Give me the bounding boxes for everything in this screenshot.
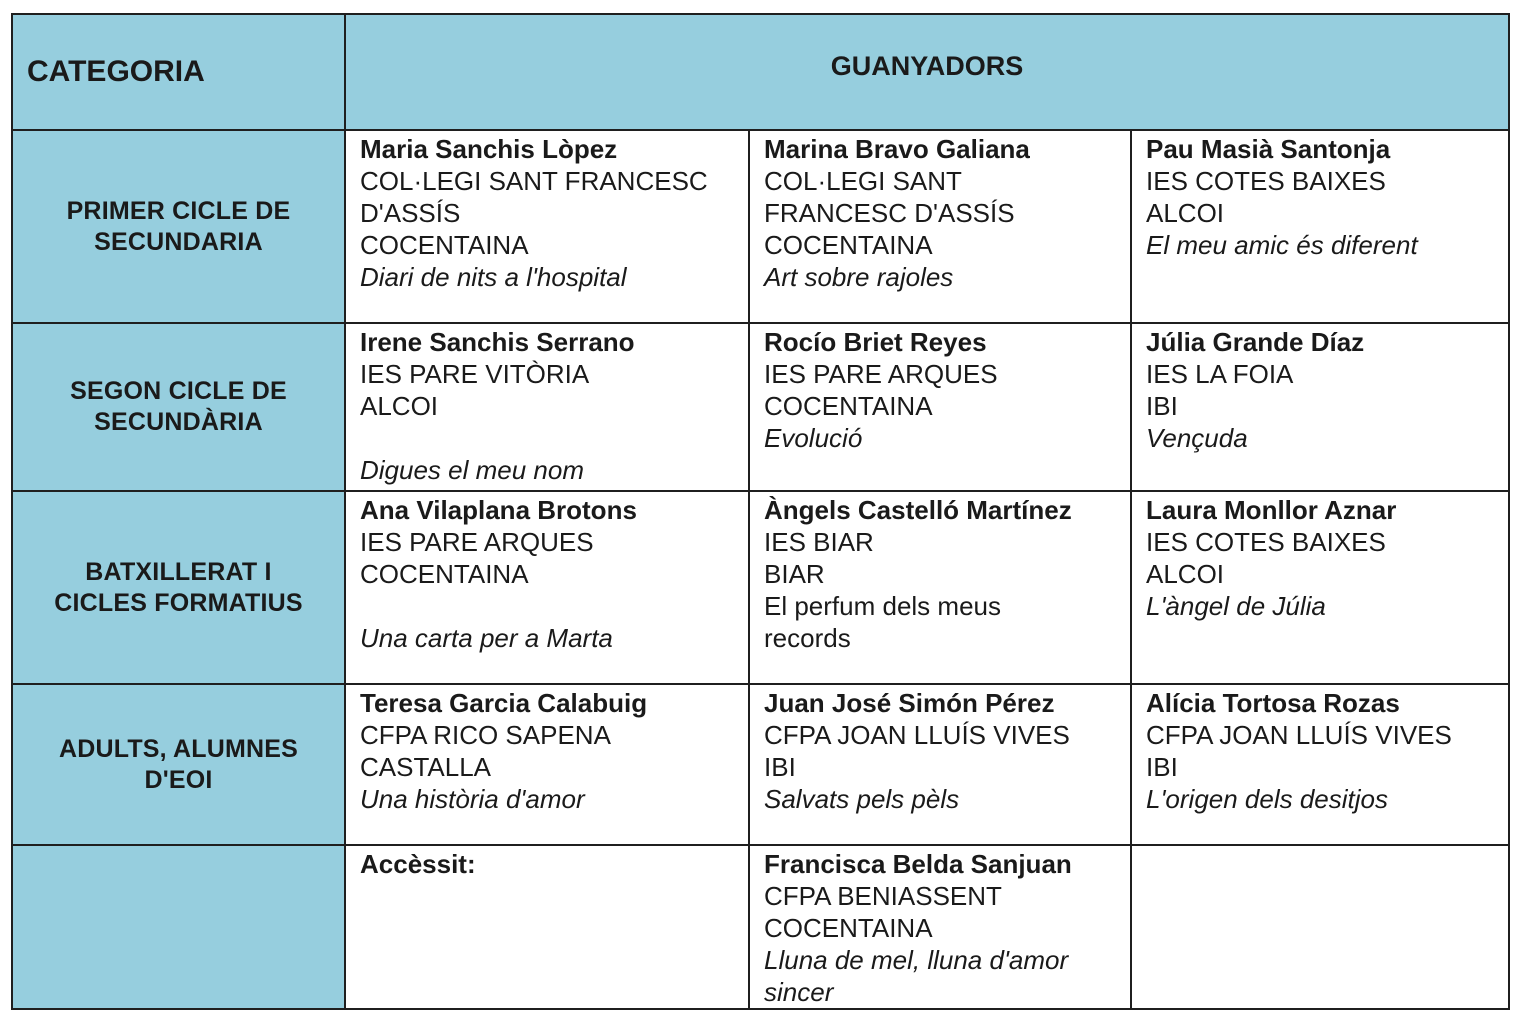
- winner-name: Alícia Tortosa Rozas: [1146, 688, 1400, 718]
- winner-name: Júlia Grande Díaz: [1146, 327, 1365, 357]
- winner-school: CFPA RICO SAPENA: [360, 720, 611, 750]
- winner-school: IES PARE ARQUES: [360, 527, 594, 557]
- category-line: BATXILLERAT I: [85, 557, 272, 586]
- winner-town: ALCOI: [1146, 559, 1225, 589]
- awards-table: [11, 13, 1510, 1010]
- accessit-label: Accèssit:: [360, 849, 476, 879]
- category-cell: [12, 130, 345, 323]
- winner-title: sincer: [764, 977, 834, 1007]
- winner-town: BIAR: [764, 559, 825, 589]
- winner-title: Salvats pels pèls: [764, 784, 960, 814]
- winner-title: El meu amic és diferent: [1146, 230, 1418, 260]
- category-cell-empty: [12, 845, 345, 1009]
- winner-school: IES COTES BAIXES: [1146, 527, 1386, 557]
- winner-school: IES LA FOIA: [1146, 359, 1294, 389]
- winner-name: Irene Sanchis Serrano: [360, 327, 635, 357]
- category-line: SEGON CICLE DE: [70, 377, 287, 405]
- header-winners: GUANYADORS: [345, 14, 1509, 130]
- winner-title: Art sobre rajoles: [764, 262, 954, 292]
- winner-school: D'ASSÍS: [360, 198, 461, 228]
- winner-school: IES BIAR: [764, 527, 874, 557]
- winner-town: COCENTAINA: [360, 559, 529, 589]
- winner-cell: [749, 684, 1131, 845]
- winner-cell: [1131, 491, 1509, 684]
- winner-title: L'àngel de Júlia: [1146, 591, 1326, 621]
- winner-title: El perfum dels meus: [764, 591, 1001, 621]
- winner-name: Teresa Garcia Calabuig: [360, 688, 648, 718]
- winner-town: CASTALLA: [360, 752, 492, 782]
- category-cell: [12, 323, 345, 491]
- winner-title: Diari de nits a l'hospital: [360, 262, 627, 292]
- winner-title: Una història d'amor: [360, 784, 585, 814]
- winner-cell: [1131, 323, 1509, 491]
- category-line: PRIMER CICLE DE: [66, 196, 291, 225]
- winner-cell: [345, 491, 749, 684]
- winner-name: Marina Bravo Galiana: [764, 134, 1030, 164]
- category-row-adults: [12, 684, 1509, 845]
- winner-name: Laura Monllor Aznar: [1146, 495, 1397, 525]
- winner-name: Francisca Belda Sanjuan: [764, 849, 1072, 879]
- winner-town: COCENTAINA: [764, 913, 933, 943]
- winner-cell: [749, 130, 1131, 323]
- winner-name: Pau Masià Santonja: [1146, 134, 1391, 164]
- accessit-row: [12, 845, 1509, 1009]
- winner-town: COCENTAINA: [360, 230, 529, 260]
- winner-cell: [749, 491, 1131, 684]
- winner-cell: [749, 845, 1131, 1009]
- winner-town: ALCOI: [1146, 198, 1225, 228]
- winner-cell: [1131, 130, 1509, 323]
- category-row-segon-cicle: [12, 323, 1509, 491]
- winner-school: COL·LEGI SANT FRANCESC: [360, 166, 708, 196]
- category-line: CICLES FORMATIUS: [54, 588, 303, 617]
- winner-cell: [749, 323, 1131, 491]
- winner-title: records: [764, 623, 851, 653]
- accessit-label-cell: [345, 845, 749, 1009]
- category-line: ADULTS, ALUMNES: [58, 734, 299, 763]
- winner-name: Juan José Simón Pérez: [764, 688, 1055, 718]
- winner-school: CFPA JOAN LLUÍS VIVES: [764, 720, 1070, 750]
- spacer: [360, 422, 742, 454]
- header-category: CATEGORIA: [12, 14, 345, 130]
- category-line: SECUNDÀRIA: [94, 408, 263, 436]
- winner-school: CFPA BENIASSENT: [764, 881, 1002, 911]
- winner-title: Digues el meu nom: [360, 455, 584, 485]
- winner-cell: [345, 130, 749, 323]
- winner-title: Vençuda: [1146, 423, 1248, 453]
- category-row-batxillerat: [12, 491, 1509, 684]
- winner-cell: [345, 323, 749, 491]
- winner-name: Rocío Briet Reyes: [764, 327, 987, 357]
- category-line: SECUNDARIA: [94, 227, 263, 256]
- winner-school: IES PARE VITÒRIA: [360, 359, 590, 389]
- winner-title: Evolució: [764, 423, 863, 453]
- winner-town: COCENTAINA: [764, 391, 933, 421]
- header-row: [12, 14, 1509, 130]
- empty-cell: [1131, 845, 1509, 1009]
- winner-title: Una carta per a Marta: [360, 623, 613, 653]
- winner-name: Àngels Castelló Martínez: [764, 495, 1072, 525]
- winner-town: ALCOI: [360, 391, 439, 421]
- spacer: [360, 590, 742, 622]
- winner-school: IES COTES BAIXES: [1146, 166, 1386, 196]
- winner-school: FRANCESC D'ASSÍS: [764, 198, 1015, 228]
- winner-school: IES PARE ARQUES: [764, 359, 998, 389]
- category-line: D'EOI: [144, 765, 213, 794]
- category-row-primer-cicle: [12, 130, 1509, 323]
- winner-cell: [345, 684, 749, 845]
- winner-cell: [1131, 684, 1509, 845]
- winner-town: IBI: [1146, 391, 1178, 421]
- winner-title: L'origen dels desitjos: [1146, 784, 1388, 814]
- winner-title: Lluna de mel, lluna d'amor: [764, 945, 1069, 975]
- category-cell: [12, 684, 345, 845]
- winner-name: Ana Vilaplana Brotons: [360, 495, 637, 525]
- winner-town: IBI: [764, 752, 796, 782]
- winner-town: COCENTAINA: [764, 230, 933, 260]
- category-cell: [12, 491, 345, 684]
- winner-town: IBI: [1146, 752, 1178, 782]
- winner-name: Maria Sanchis Lòpez: [360, 134, 618, 164]
- winner-school: CFPA JOAN LLUÍS VIVES: [1146, 720, 1452, 750]
- winner-school: COL·LEGI SANT: [764, 166, 962, 196]
